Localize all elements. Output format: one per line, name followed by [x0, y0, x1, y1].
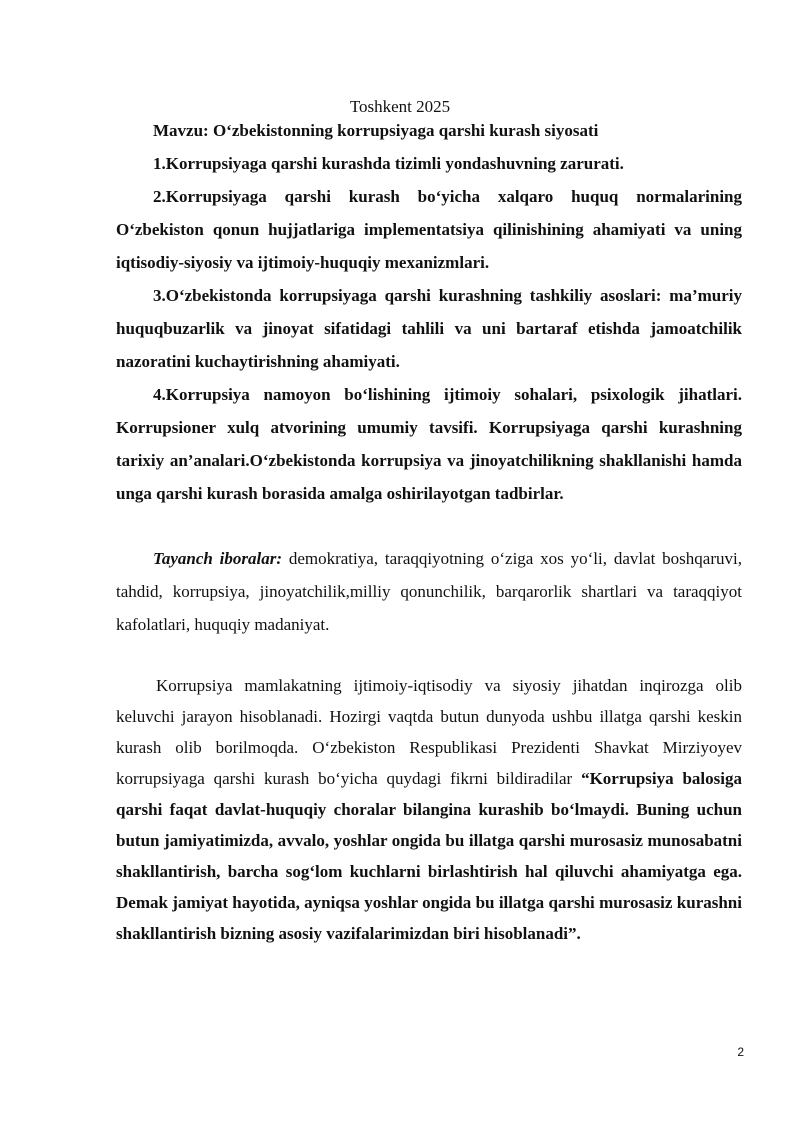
page-number: 2 [737, 1045, 744, 1059]
body-paragraph [116, 670, 742, 949]
city-year-heading: Toshkent 2025 [349, 97, 451, 116]
plan-item: 4.Korrupsiya namoyon bo‘lishining ijtimoiy sohalari, psixologik jihatlari. Korrupsioner xulq atvorining umumiy tavsifi. Korrupsiyaga qarshi kurashning tarixiy an’analari.O‘zbekistonda korrupsiya va jinoyatchilikning shakllanishi hamda unga qarshi kurash borasida amalga oshirilayotgan tadbirlar. [116, 385, 742, 503]
president-quote: “Korrupsiya balosiga qarshi faqat davlat-huquqiy choralar bilangina kurashib bo‘lmaydi. Buning uchun butun jamiyatimizda, avvalo, yoshlar ongida bu illatga qarshi murosasiz munosabatni shakllantirish, barcha sog‘lom kuchlarni birlashtirish hal qiluvchi ahamiyatga ega. Demak jamiyat hayotida, ayniqsa yoshlar ongida bu illatga qarshi murosasiz kurashni shakllantirish bizning asosiy vazifalarimizdan biri hisoblanadi”. [116, 769, 742, 943]
plan-item: 2.Korrupsiyaga qarshi kurash bo‘yicha xalqaro huquq normalarining O‘zbekiston qonun hujjatlariga implementatsiya qilinishining ahamiyati va uning iqtisodiy-siyosiy va ijtimoiy-huquqiy mexanizmlari. [116, 187, 742, 272]
keywords-label: Tayanch iboralar: [153, 549, 282, 568]
keywords-paragraph [116, 542, 742, 641]
page-content [116, 118, 742, 949]
keywords-text: demokratiya, taraqqiyotning o‘ziga xos yo‘li, davlat boshqaruvi, tahdid, korrupsiya, jinoyatchilik,milliy qonunchilik, barqarorlik shartlari va taraqqiyot kafolatlari, huquqiy madaniyat. [116, 549, 742, 634]
plan-item: 1.Korrupsiyaga qarshi kurashda tizimli yondashuvning zarurati. [153, 154, 624, 173]
topic-title: Mavzu: O‘zbekistonning korrupsiyaga qarshi kurash siyosati [153, 121, 599, 140]
body-intro: Korrupsiya mamlakatning ijtimoiy-iqtisodiy va siyosiy jihatdan inqirozga olib keluvchi jarayon hisoblanadi. Hozirgi vaqtda butun dunyoda ushbu illatga qarshi keskin kurash olib borilmoqda. O‘zbekiston Respublikasi Prezidenti Shavkat Mirziyoyev korrupsiyaga qarshi kurash bo‘yicha quydagi fikrni bildiradilar [116, 676, 742, 788]
plan-list [116, 147, 742, 510]
plan-item: 3.O‘zbekistonda korrupsiyaga qarshi kurashning tashkiliy asoslari: ma’muriy huquqbuzarlik va jinoyat sifatidagi tahlili va uni bartaraf etishda jamoatchilik nazoratini kuchaytirishning ahamiyati. [116, 286, 742, 371]
